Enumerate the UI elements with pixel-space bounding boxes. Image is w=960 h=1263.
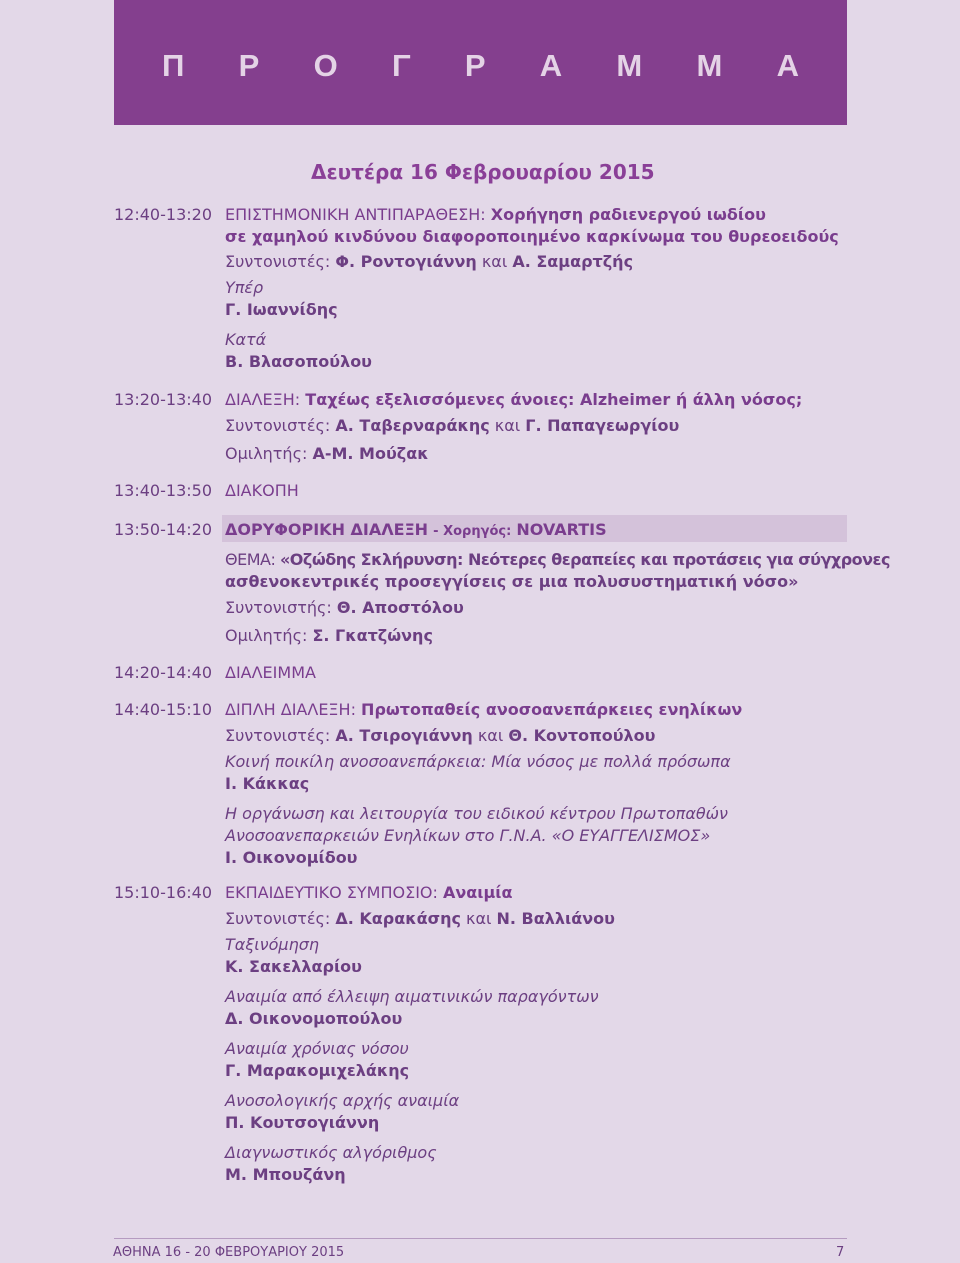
speaker: Ι. Κάκκας (225, 774, 310, 793)
session-time: 14:20-14:40 (114, 663, 212, 682)
talk-title: Αναιμία χρόνιας νόσου (225, 1039, 409, 1058)
session-title-cont: σε χαμηλού κινδύνου διαφοροποιημένο καρκίνωμα του θυρεοειδούς (225, 227, 839, 246)
talk-title: Κοινή ποικίλη ανοσοανεπάρκεια: Μία νόσος με πολλά πρόσωπα (225, 752, 731, 771)
title-letter: Ρ (464, 47, 486, 83)
and-text: και (466, 909, 492, 928)
session-time: 15:10-16:40 (114, 883, 212, 902)
coordinator: Θ. Κοντοπούλου (508, 726, 656, 745)
talk-title-cont: Ανοσοανεπαρκειών Ενηλίκων στο Γ.Ν.Α. «Ο ΕΥΑΓΓΕΛΙΣΜΟΣ» (225, 826, 711, 845)
session-time: 13:50-14:20 (114, 520, 212, 539)
session-content (225, 204, 850, 373)
talk-title: Διαγνωστικός αλγόριθμος (225, 1143, 437, 1162)
session-type: ΔΙΠΛΗ ΔΙΑΛΕΞΗ: (225, 700, 356, 719)
speaker: Α-Μ. Μούζακ (312, 444, 429, 463)
coordinator: Α. Τσιρογιάννη (335, 726, 473, 745)
coordinator: Θ. Αποστόλου (336, 598, 464, 617)
session-time: 12:40-13:20 (114, 205, 212, 224)
title-letter: Ρ (238, 47, 260, 83)
session-time: 14:40-15:10 (114, 700, 212, 719)
title-letter: Π (162, 47, 185, 83)
session-type: ΔΙΑΚΟΠΗ (225, 481, 299, 500)
theme-text-cont: ασθενοκεντρικές προσεγγίσεις σε μια πολυσυστηματική νόσο» (225, 572, 799, 591)
talk-title: Η οργάνωση και λειτουργία του ειδικού κέντρου Πρωτοπαθών (225, 804, 728, 823)
footer-divider (114, 1238, 847, 1239)
coordinators-label: Συντονιστές: (225, 416, 331, 435)
theme-label: ΘΕΜΑ: (225, 550, 276, 569)
coordinator-label: Συντονιστής: (225, 598, 332, 617)
speaker: Γ. Μαρακομιχελάκης (225, 1061, 410, 1080)
title-letter: Α (776, 47, 799, 83)
and-text: και (494, 416, 521, 435)
title-letter: Μ (616, 47, 643, 83)
session-type: ΔΟΡΥΦΟΡΙΚΗ ΔΙΑΛΕΞΗ (225, 520, 429, 539)
title-letter: Ο (313, 47, 338, 83)
header-banner (114, 0, 847, 125)
session-content (225, 389, 850, 465)
coordinator: Δ. Καρακάσης (335, 909, 461, 928)
session-content (225, 699, 850, 869)
page-title (114, 44, 847, 86)
speaker: Β. Βλασοπούλου (225, 352, 372, 371)
and-text: και (477, 726, 504, 745)
talk-title: Ταξινόμηση (225, 935, 319, 954)
session-content (225, 662, 850, 684)
and-text: και (481, 252, 508, 271)
session-type: ΔΙΑΛΕΙΜΜΑ (225, 663, 316, 682)
session-title: Ταχέως εξελισσόμενες άνοιες: Alzheimer ή άλλη νόσος; (305, 390, 803, 409)
title-letter: Γ (391, 47, 411, 83)
speaker-label: Ομιλητής: (225, 626, 308, 645)
title-letter: Α (539, 47, 563, 83)
footer-event: ΑΘΗΝΑ 16 - 20 ΦΕΒΡΟΥΑΡΙΟΥ 2015 (113, 1245, 345, 1260)
pro-label: Υπέρ (225, 278, 264, 297)
session-content (225, 480, 850, 502)
speaker: Π. Κουτσογιάννη (225, 1113, 380, 1132)
speaker: Γ. Ιωαννίδης (225, 300, 338, 319)
day-heading: Δευτέρα 16 Φεβρουαρίου 2015 (311, 160, 655, 184)
session-type: ΔΙΑΛΕΞΗ: (225, 390, 301, 409)
sponsor-label: - Χορηγός: (433, 524, 512, 539)
session-type: ΕΠΙΣΤΗΜΟΝΙΚΗ ΑΝΤΙΠΑΡΑΘΕΣΗ: (225, 205, 486, 224)
speaker: Ι. Οικονομίδου (225, 848, 358, 867)
session-content (225, 882, 850, 1186)
session-title: Χορήγηση ραδιενεργού ιωδίου (490, 205, 766, 224)
session-time: 13:40-13:50 (114, 481, 212, 500)
coordinators-label: Συντονιστές: (225, 909, 331, 928)
speaker: Μ. Μπουζάνη (225, 1165, 346, 1184)
session-content (225, 519, 890, 647)
coordinator: Φ. Ροντογιάννη (335, 252, 477, 271)
coordinator: Ν. Βαλλιάνου (496, 909, 615, 928)
session-time: 13:20-13:40 (114, 390, 212, 409)
session-title: Αναιμία (443, 883, 513, 902)
coordinator: Α. Σαμαρτζής (512, 252, 634, 271)
speaker: Σ. Γκατζώνης (312, 626, 433, 645)
theme-text: «Οζώδης Σκλήρυνση: Νεότερες θεραπείες και προτάσεις για σύγχρονες (279, 550, 890, 569)
coordinator: Α. Ταβερναράκης (335, 416, 490, 435)
con-label: Κατά (225, 330, 267, 349)
title-letter: Μ (696, 47, 723, 83)
session-type: ΕΚΠΑΙΔΕΥΤΙΚΟ ΣΥΜΠΟΣΙΟ: (225, 883, 438, 902)
speaker: Κ. Σακελλαρίου (225, 957, 362, 976)
session-title: Πρωτοπαθείς ανοσοανεπάρκειες ενηλίκων (361, 700, 743, 719)
page-number: 7 (836, 1245, 845, 1260)
coordinators-label: Συντονιστές: (225, 252, 331, 271)
speaker: Δ. Οικονομοπούλου (225, 1009, 403, 1028)
sponsor-name: NOVARTIS (516, 520, 607, 539)
coordinators-label: Συντονιστές: (225, 726, 331, 745)
speaker-label: Ομιλητής: (225, 444, 308, 463)
talk-title: Ανοσολογικής αρχής αναιμία (225, 1091, 460, 1110)
talk-title: Αναιμία από έλλειψη αιματινικών παραγόντων (225, 987, 599, 1006)
coordinator: Γ. Παπαγεωργίου (525, 416, 680, 435)
